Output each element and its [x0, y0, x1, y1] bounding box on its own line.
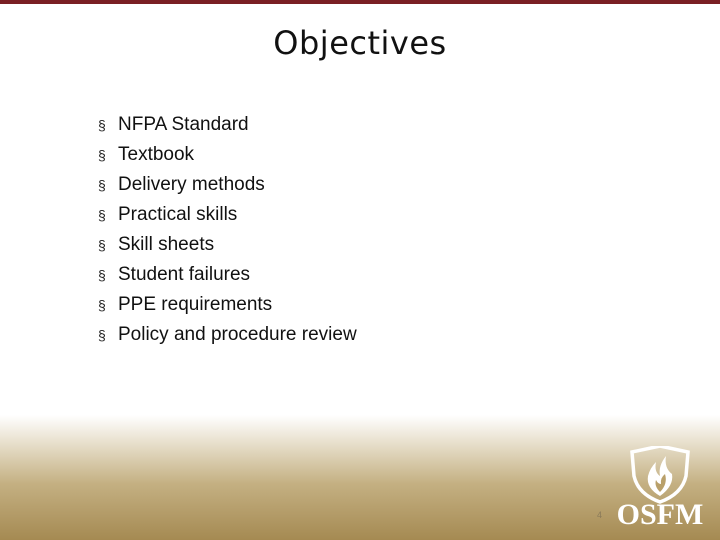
flame-shield-icon: [612, 446, 708, 504]
page-number: 4: [597, 510, 603, 520]
top-accent-rule: [0, 0, 720, 4]
list-item-text: Textbook: [118, 144, 195, 165]
logo-text: OSFM: [616, 498, 704, 531]
list-item: [98, 200, 357, 230]
list-item-text: NFPA Standard: [118, 114, 249, 135]
list-item: [98, 110, 357, 140]
bullet-marker: §: [98, 207, 106, 223]
bullet-marker: §: [98, 327, 106, 343]
slide-title: Objectives: [273, 24, 447, 62]
objectives-list: [98, 110, 357, 350]
list-item-text: PPE requirements: [118, 294, 273, 315]
list-item: [98, 290, 357, 320]
list-item: [98, 170, 357, 200]
bullet-marker: §: [98, 117, 106, 133]
bullet-marker: §: [98, 237, 106, 253]
list-item-text: Policy and procedure review: [118, 324, 357, 345]
list-item-text: Skill sheets: [118, 234, 215, 255]
list-item: [98, 140, 357, 170]
bullet-marker: §: [98, 297, 106, 313]
bullet-marker: §: [98, 147, 106, 163]
bullet-marker: §: [98, 177, 106, 193]
list-item-text: Delivery methods: [118, 174, 265, 195]
list-item: [98, 260, 357, 290]
list-item: [98, 320, 357, 350]
list-item-text: Practical skills: [118, 204, 238, 225]
osfm-logo: [612, 446, 708, 534]
bullet-marker: §: [98, 267, 106, 283]
list-item-text: Student failures: [118, 264, 251, 285]
list-item: [98, 230, 357, 260]
